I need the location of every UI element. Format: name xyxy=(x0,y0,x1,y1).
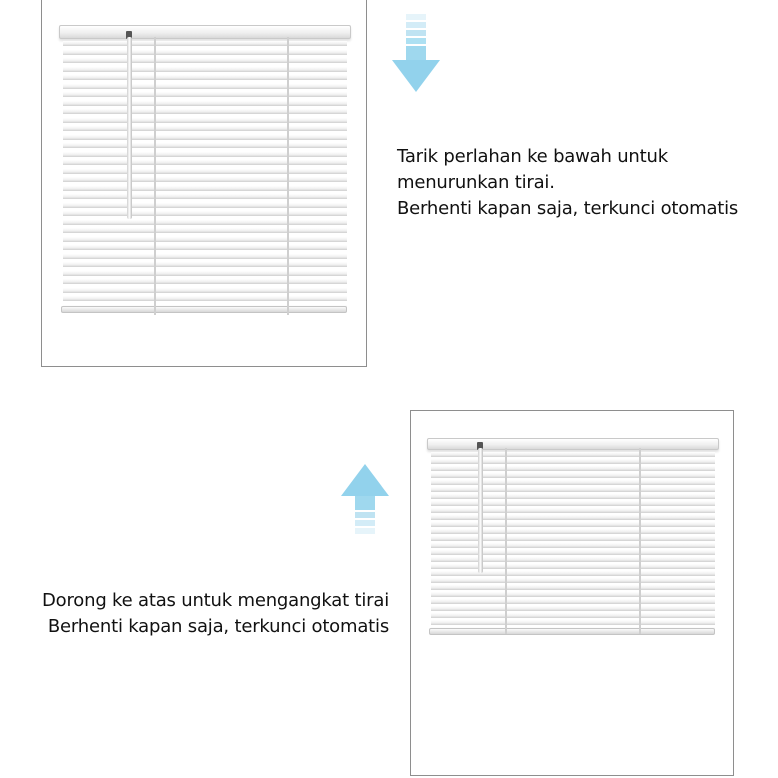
slat xyxy=(63,186,347,191)
arrow-down-icon xyxy=(390,14,442,94)
slat xyxy=(431,536,715,541)
slat xyxy=(63,58,347,63)
slat xyxy=(63,296,347,301)
slat xyxy=(63,220,347,225)
slat xyxy=(431,473,715,478)
slat xyxy=(431,543,715,548)
slat xyxy=(63,101,347,106)
slat xyxy=(63,67,347,72)
slat xyxy=(431,452,715,457)
slat xyxy=(63,288,347,293)
slat xyxy=(431,606,715,611)
slat xyxy=(63,152,347,157)
slat xyxy=(63,84,347,89)
slat xyxy=(63,177,347,182)
slat xyxy=(63,254,347,259)
slat-stack xyxy=(63,41,347,313)
tilt-wand xyxy=(478,448,483,573)
raise-instructions xyxy=(24,588,389,640)
ladder-cord-left xyxy=(505,448,507,634)
raise-line-1: Dorong ke atas untuk mengangkat tirai xyxy=(42,590,389,611)
slat xyxy=(431,515,715,520)
slat xyxy=(431,529,715,534)
slat xyxy=(431,613,715,618)
slat xyxy=(63,41,347,46)
lower-line-2: menurunkan tirai. xyxy=(397,172,555,193)
tilt-wand xyxy=(127,37,132,219)
raise-line-2: Berhenti kapan saja, terkunci otomatis xyxy=(47,616,389,637)
headrail xyxy=(59,25,351,39)
slat xyxy=(63,75,347,80)
slat xyxy=(63,126,347,131)
lower-line-1: Tarik perlahan ke bawah untuk xyxy=(397,146,668,167)
slat xyxy=(431,620,715,625)
slat xyxy=(431,508,715,513)
slat xyxy=(63,271,347,276)
slat xyxy=(63,262,347,267)
slat xyxy=(431,585,715,590)
lower-line-3: Berhenti kapan saja, terkunci otomatis xyxy=(397,198,739,219)
slat xyxy=(63,194,347,199)
blind-raised-image xyxy=(427,438,719,640)
slat xyxy=(63,237,347,242)
headrail xyxy=(427,438,719,450)
slat-stack xyxy=(431,452,715,632)
ladder-cord-right xyxy=(287,37,289,315)
arrow-up-icon xyxy=(339,462,391,542)
slat xyxy=(431,494,715,499)
slat xyxy=(63,92,347,97)
slat xyxy=(63,50,347,55)
slat xyxy=(63,228,347,233)
slat xyxy=(431,466,715,471)
bottom-rail xyxy=(429,628,715,635)
ladder-cord-right xyxy=(639,448,641,634)
lower-instructions xyxy=(397,144,738,222)
slat xyxy=(431,578,715,583)
slat xyxy=(63,211,347,216)
blind-lowered-panel xyxy=(41,0,367,367)
slat xyxy=(431,557,715,562)
slat xyxy=(63,143,347,148)
slat xyxy=(431,501,715,506)
slat xyxy=(431,550,715,555)
slat xyxy=(63,203,347,208)
slat xyxy=(431,480,715,485)
slat xyxy=(431,522,715,527)
slat xyxy=(431,487,715,492)
slat xyxy=(63,118,347,123)
slat xyxy=(63,109,347,114)
blind-raised-panel xyxy=(410,410,734,776)
bottom-rail xyxy=(61,306,347,313)
slat xyxy=(431,571,715,576)
slat xyxy=(431,564,715,569)
slat xyxy=(63,279,347,284)
slat xyxy=(431,599,715,604)
slat xyxy=(431,459,715,464)
blind-lowered-image xyxy=(59,25,351,319)
ladder-cord-left xyxy=(154,37,156,315)
slat xyxy=(63,160,347,165)
slat xyxy=(63,169,347,174)
slat xyxy=(431,592,715,597)
slat xyxy=(63,135,347,140)
slat xyxy=(63,245,347,250)
